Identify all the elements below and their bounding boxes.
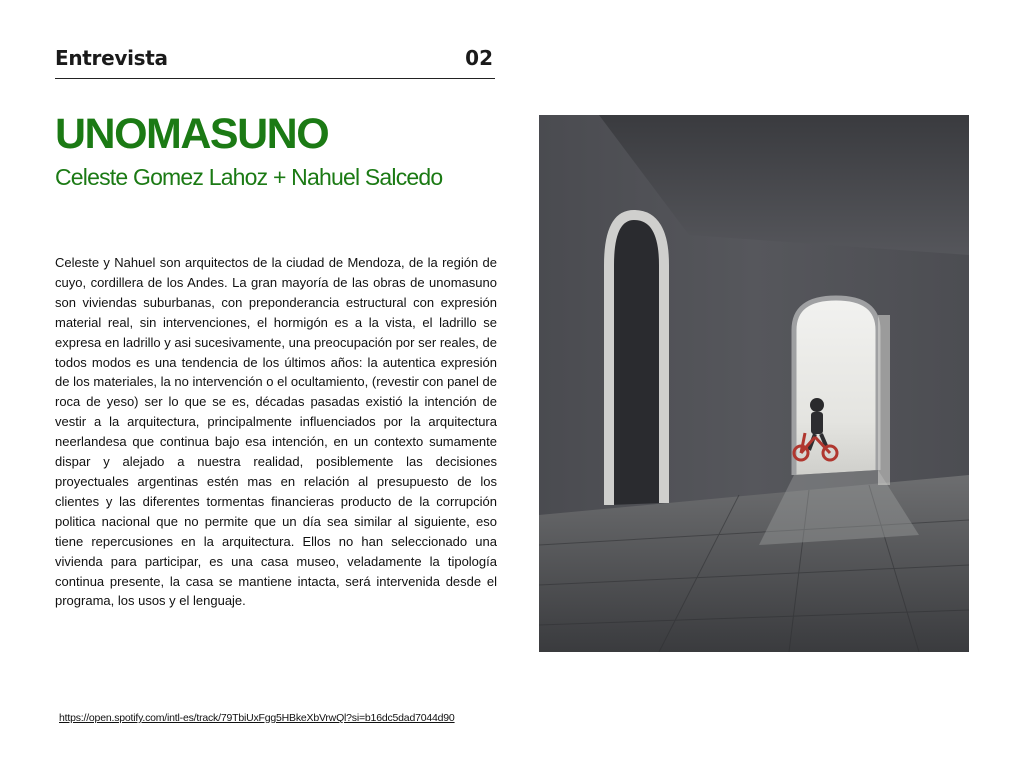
article-body: Celeste y Nahuel son arquitectos de la ciudad de Mendoza, de la región de cuyo, cordillera de los Andes. La gran mayoría de las obras de unomasuno son viviendas suburbanas, con preponderancia estructural con expresión material real, sin intervenciones, el hormigón es a la vista, el ladrillo se expresa en ladrillo y asi sucesivamente, una preocupación por ser reales, de todos modos es una tendencia de los últimos años: la autentica expresión de los materiales, la no intervención o el ocultamiento, (revestir con panel de roca de yeso) ser lo que se es, décadas pasadas existió la intención de vestir a la arquitectura, principalmente influenciados por la arquitectura neerlandesa que continua bajo esa intención, en un contexto sumamente dispar y alejado a nuestra realidad, posiblemente las decisiones proyectuales argentinas estén mas en relación al presupuesto de los clientes y las diferentes tormentas financieras producto de la corrupción politica nacional que no permite que un día sea similar al siguiente, eso tiene repercusiones en la arquitectura. Ellos no han seleccionado una vivienda para participar, es una casa museo, veladamente la tipología continua presente, la casa se mantiene intacta, será intervenida desde el programa, los usos y el lenguaje. [55, 255, 497, 609]
spotify-link[interactable]: https://open.spotify.com/intl-es/track/79TbiUxFgg5HBkeXbVrwQl?si=b16dc5dad7044d90 [59, 712, 455, 724]
header-divider [55, 78, 495, 79]
section-label: Entrevista [55, 46, 168, 70]
article-title: UNOMASUNO [55, 110, 329, 158]
architecture-photo [539, 115, 969, 652]
article-subtitle: Celeste Gomez Lahoz + Nahuel Salcedo [55, 164, 443, 190]
page-number: 02 [465, 46, 493, 70]
